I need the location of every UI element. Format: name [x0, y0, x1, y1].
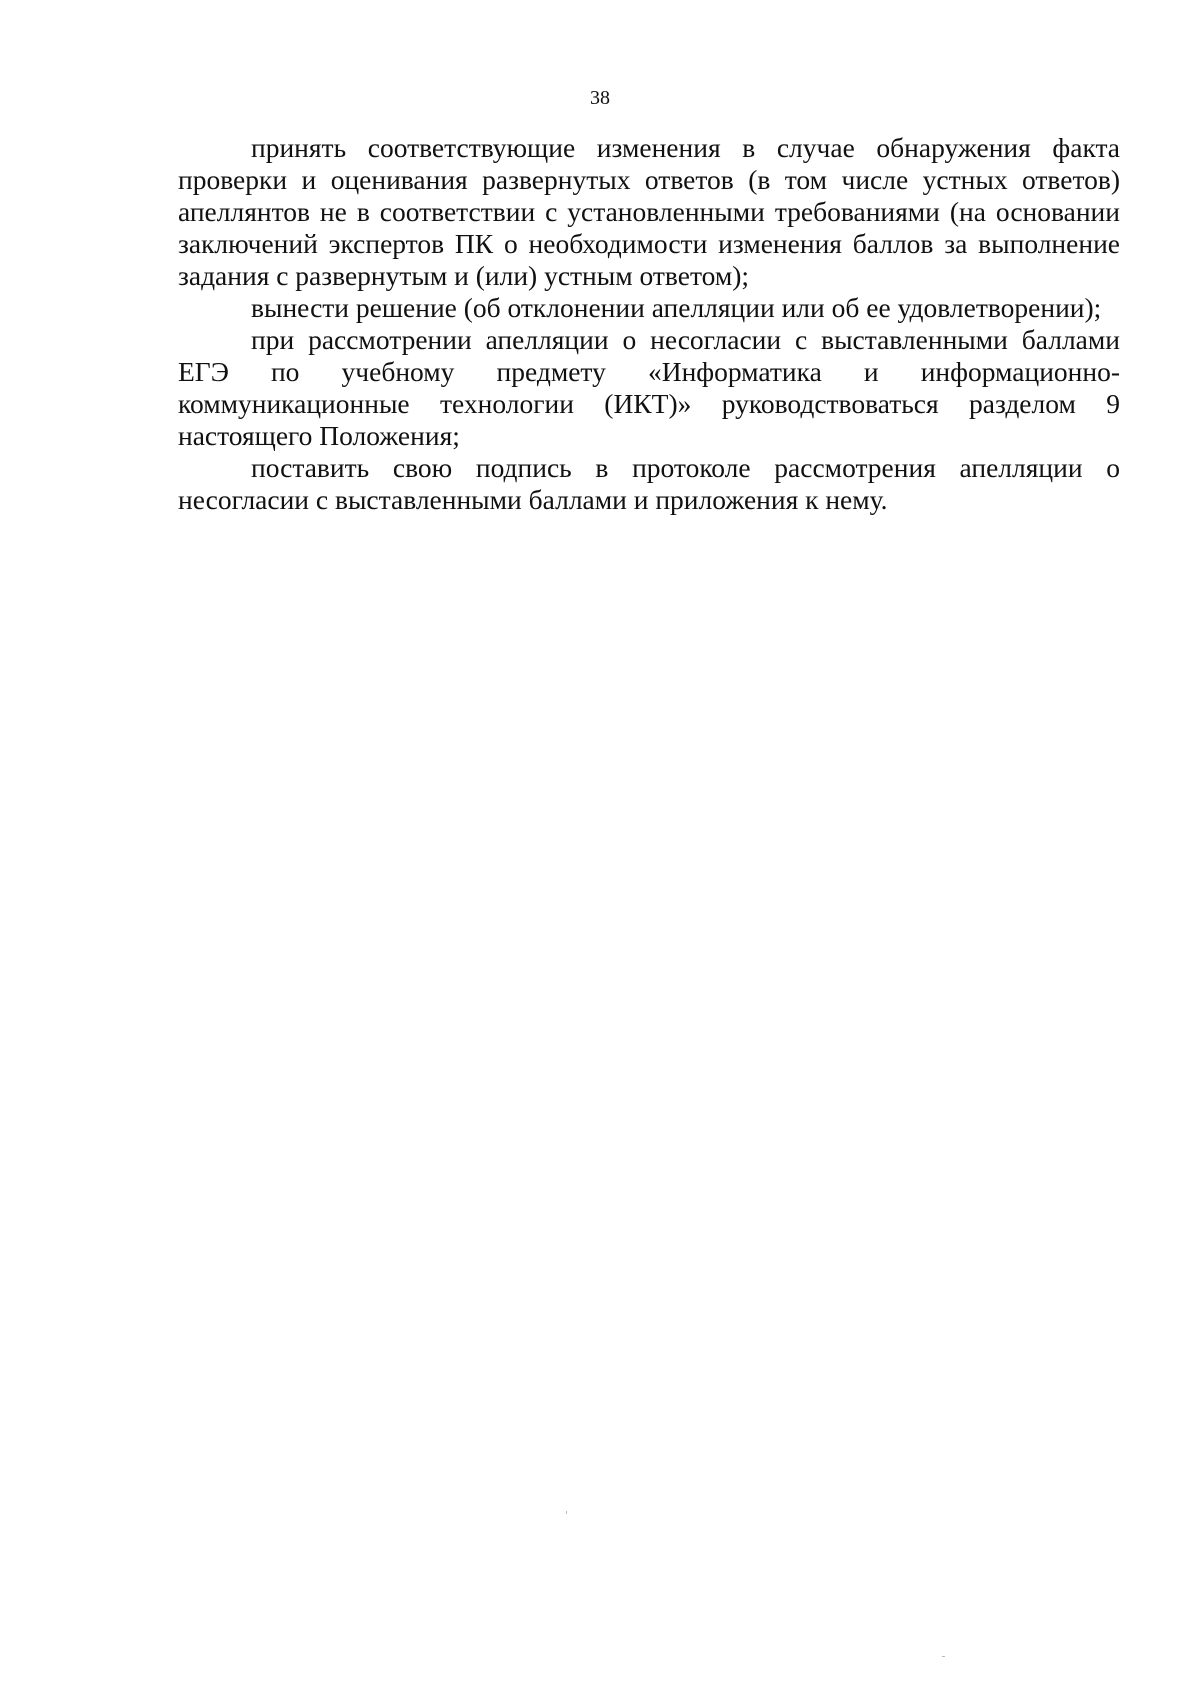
paragraph-decision: вынести решение (об отклонении апелляции или об ее удовлетворении);	[251, 292, 1102, 323]
page-number: 38	[590, 87, 610, 109]
paragraph-signature: поставить свою подпись в протоколе рассмотрения апелляции о несогласии с выставленными баллами и приложения к нему.	[178, 452, 1120, 515]
paragraph-informatics-appeal: при рассмотрении апелляции о несогласии с выставленными баллами ЕГЭ по учебному предмету «Информатика и информационно-коммуникационные технологии (ИКТ)» руководствоваться разделом 9 настоящего Положения;	[178, 324, 1120, 451]
body-text	[178, 132, 1120, 516]
paragraph-accept-changes: принять соответствующие изменения в случае обнаружения факта проверки и оценивания развернутых ответов (в том числе устных ответов) апеллянтов не в соответствии с установленными требованиями (на основании заключений экспертов ПК о необходимости изменения баллов за выполнение задания с развернутым и (или) устным ответом);	[178, 132, 1120, 291]
scan-speck	[942, 1656, 945, 1657]
scan-speck	[566, 1511, 567, 1514]
